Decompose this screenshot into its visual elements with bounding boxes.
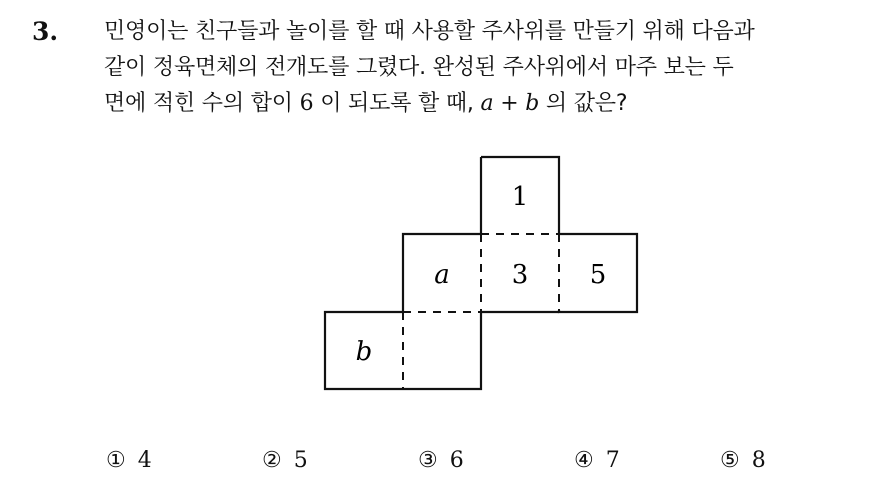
choice-4-mark: ④ [574,448,594,473]
answer-choices [106,448,876,484]
choice-1[interactable] [106,448,152,473]
line3-middle: 이 되도록 할 때, [313,91,481,116]
choice-4-value: 7 [605,448,620,473]
choice-2[interactable] [262,448,308,473]
choice-1-mark: ① [106,448,126,473]
choice-3-value: 6 [449,448,464,473]
choice-2-value: 5 [293,448,308,473]
question-line-1: 민영이는 친구들과 놀이를 할 때 사용할 주사위를 만들기 위해 다음과 [104,19,755,44]
choice-5-value: 8 [751,448,766,473]
choice-1-value: 4 [137,448,152,473]
expression-a-plus-b: a + b [480,91,540,116]
choice-4[interactable] [574,448,620,473]
line3-suffix: 의 값은? [539,91,628,116]
face-center-label: 3 [511,260,529,290]
face-top-label: 1 [511,182,529,212]
face-bottom-left-label: b [355,337,373,367]
face-right-label: 5 [589,260,607,290]
choice-5[interactable] [720,448,766,473]
choice-5-mark: ⑤ [720,448,740,473]
sum-number: 6 [299,91,314,116]
question-number: 3. [32,17,59,46]
choice-3[interactable] [418,448,464,473]
choice-3-mark: ③ [418,448,438,473]
question-line-2: 같이 정육면체의 전개도를 그렸다. 완성된 주사위에서 마주 보는 두 [104,55,734,80]
face-left-label: a [434,260,450,290]
line3-prefix: 면에 적힌 수의 합이 [104,91,300,116]
choice-2-mark: ② [262,448,282,473]
